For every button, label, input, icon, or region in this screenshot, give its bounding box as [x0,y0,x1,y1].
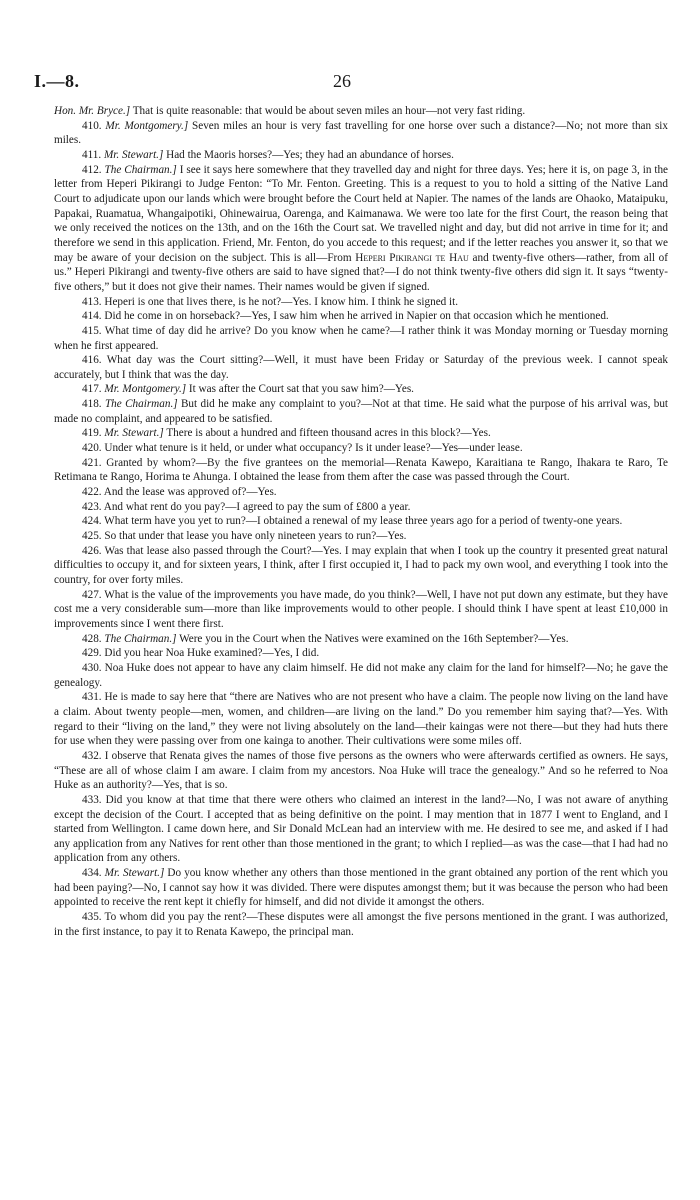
paragraph: 434. Mr. Stewart.] Do you know whether any others than those mentioned in the grant obtained any portion of the rent which you had been paying?—No, I cannot say how it was divided. There were disputes amongst them; but it was because the person who had been appointed to receive the rent kept it chiefly for himself, and did not divide it amongst the others. [54,867,668,909]
question-number: 431. [82,691,102,704]
question-number: 417. [82,383,102,396]
paragraph: 433. Did you know at that time that there were others who claimed an interest in the land?—No, I was not aware of anything except the decision of the Court. I accepted that as being definitive on the point. I may mention that in 1877 I went to England, and I started from Wellington. I came down here, and Sir Donald McLean had an interview with me. He desired to see me, and asked if I had any application from any Natives for rent other than those mentioned in the grant; to which I replied—as was the case—that I had had no application from any others. [54,793,668,865]
page-number: 26 [333,71,351,91]
paragraph: 416. What day was the Court sitting?—Well, it must have been Friday or Saturday of the previous week. I cannot speak accurately, but I think that was the day. [54,354,668,381]
paragraph: 429. Did you hear Noa Huke examined?—Yes, I did. [82,647,320,660]
speaker: The Chairman.] [104,163,177,176]
paragraph: 412. The Chairman.] I see it says here somewhere that they travelled day and night for three days. Yes; here it is, on page 3, in the letter from Heperi Pikirangi to Judge Fenton: “To Mr. Fenton. Greeting. This is a request to you to hold a sitting of the Native Land Court to adjudicate upon our lands which were brought before the Court held at Napier. The names of the lands are Ohaoko, Mataipuku, Papakai, Ruamatua, Whangaipotiki, Ohinewairua, Oarenga, and Kaimanawa. We were too late for the first Court, the reason being that we only received the notices on the 13th, and on the 16th the Court sat. We travelled night and day, but did not arrive in time for it; and therefore we send in this application. Friend, Mr. Fenton, do you accede to this request; and if the letter reaches you answer it, so that we may be aware of your decision on the subject. This is all—From Heperi Pikirangi te Hau and twenty-five others—rather, from all of us.” Heperi Pikirangi and twenty-five others are said to have signed that?—I do not think twenty-five others did sign it. It says “twenty-five others,” but it does not give their names. Their names would be given if signed. [54,163,669,293]
speaker: Mr. Stewart.] [103,148,164,161]
paragraph: 435. To whom did you pay the rent?—These disputes were all amongst the five persons mentioned in the grant. I was authorized, in the first instance, to pay it to Renata Kawepo, the principal man. [54,911,668,938]
question-number: 412. [82,163,102,176]
paragraph: 411. Mr. Stewart.] Had the Maoris horses?—Yes; they had an abundance of horses. [82,148,454,161]
speaker: Mr. Stewart.] [104,427,164,440]
question-number: 429. [82,647,102,660]
paragraph: 430. Noa Huke does not appear to have any claim himself. He did not make any claim for the land for himself?—No; he gave the genealogy. [54,661,668,689]
question-number: 430. [82,661,102,674]
paragraph: 410. Mr. Montgomery.] Seven miles an hour is very fast travelling for one horse over such a distance?—No; not more than six miles. [54,119,668,147]
question-number: 435. [82,911,102,924]
question-number: 422. [82,486,102,499]
paragraph: 428. The Chairman.] Were you in the Court when the Natives were examined on the 16th September?—Yes. [82,632,569,645]
paragraph: 431. He is made to say here that “there are Natives who are not present who have a claim. The people now living on the land have a claim. About twenty people—men, women, and children—are living on the land.” Do you remember him saying that?—Yes. With regard to their “living on the land,” they were not living absolutely on the land—their kaingas were not there—but they had huts there for use when they were passing over from one kainga to another. Their cultivations were some miles off. [54,691,668,748]
signatory-name: Heperi Pikirangi te Hau [355,251,469,264]
paragraph: 432. I observe that Renata gives the names of those five persons as the owners who were afterwards certified as owners. He says, “These are all of whose claim I am aware. I claim from my ancestors. Noa Huke will trace the genealogy.” And so he referred to Noa Huke as an authority?—Yes, that is so. [54,749,668,792]
paragraph: 424. What term have you yet to run?—I obtained a renewal of my lease three years ago for a period of twenty-one years. [82,515,623,528]
question-number: 419. [82,427,102,440]
speaker: Mr. Montgomery.] [105,119,189,132]
question-number: 421. [82,456,102,469]
paragraph: 415. What time of day did he arrive? Do you know when he came?—I rather think it was Monday morning or Tuesday morning when he first appeared. [54,324,668,352]
paragraph: 414. Did he come in on horseback?—Yes, I saw him when he arrived in Napier on that occasion which he mentioned. [82,310,609,323]
question-number: 423. [82,500,102,513]
paragraph: 421. Granted by whom?—By the five grantees on the memorial—Renata Kawepo, Karaitiana te Rango, Ihakara te Raro, Te Retimana te Rango, Horima te Ahunga. I obtained the lease from them after the case was passed through the Court. [54,456,668,484]
question-number: 433. [82,793,102,806]
speaker: Mr. Stewart.] [104,867,165,880]
paragraph: 423. And what rent do you pay?—I agreed to pay the sum of £800 a year. [82,500,411,513]
paragraph: 427. What is the value of the improvements you have made, do you think?—Well, I have not put down any estimate, but they have cost me a very considerable sum—more than like improvements would to other people. I should think I have spent at least £10,000 in improvements since I went there first. [54,588,668,630]
paragraph: 419. Mr. Stewart.] There is about a hundred and fifteen thousand acres in this block?—Yes. [82,427,491,440]
question-number: 410. [82,119,102,132]
question-number: 413. [82,295,102,308]
paragraph: 413. Heperi is one that lives there, is he not?—Yes. I know him. I think he signed it. [82,295,459,308]
testimony-body [54,104,668,939]
question-number: 418. [82,398,102,411]
question-number: 420. [82,442,102,455]
paragraph: 418. The Chairman.] But did he make any complaint to you?—Not at that time. He said what the purpose of his arrival was, but made no complaint, and appeared to be satisfied. [54,398,669,425]
question-number: 414. [82,310,102,323]
question-number: 411. [82,148,102,161]
speaker: The Chairman.] [104,398,178,411]
question-number: 428. [82,632,102,645]
document-reference: I.—8. [34,71,80,91]
speaker: The Chairman.] [104,632,177,645]
paragraph: 426. Was that lease also passed through the Court?—Yes. I may explain that when I took up the country it presented great natural difficulties to occupy it, and for sixteen years, I think, after I first occupied it, I had to pack my own wool, and everything I took into the country, for over forty miles. [54,544,668,586]
question-number: 415. [82,324,102,337]
paragraph: 425. So that under that lease you have only nineteen years to run?—Yes. [82,530,407,543]
paragraph: 422. And the lease was approved of?—Yes. [82,486,277,499]
paragraph: 420. Under what tenure is it held, or under what occupancy? Is it under lease?—Yes—under lease. [82,442,523,455]
question-number: 427. [82,588,102,601]
question-number: 425. [82,530,102,543]
speaker: Mr. Montgomery.] [104,383,187,396]
speaker: Hon. Mr. Bryce.] [54,105,131,117]
question-number: 432. [82,749,102,762]
question-number: 434. [82,867,102,880]
question-number: 416. [82,354,102,367]
question-number: 426. [82,544,102,557]
paragraph: Hon. Mr. Bryce.] That is quite reasonable: that would be about seven miles an hour—not very fast riding. [54,105,526,117]
question-number: 424. [82,515,102,528]
paragraph: 417. Mr. Montgomery.] It was after the Court sat that you saw him?—Yes. [82,383,414,396]
